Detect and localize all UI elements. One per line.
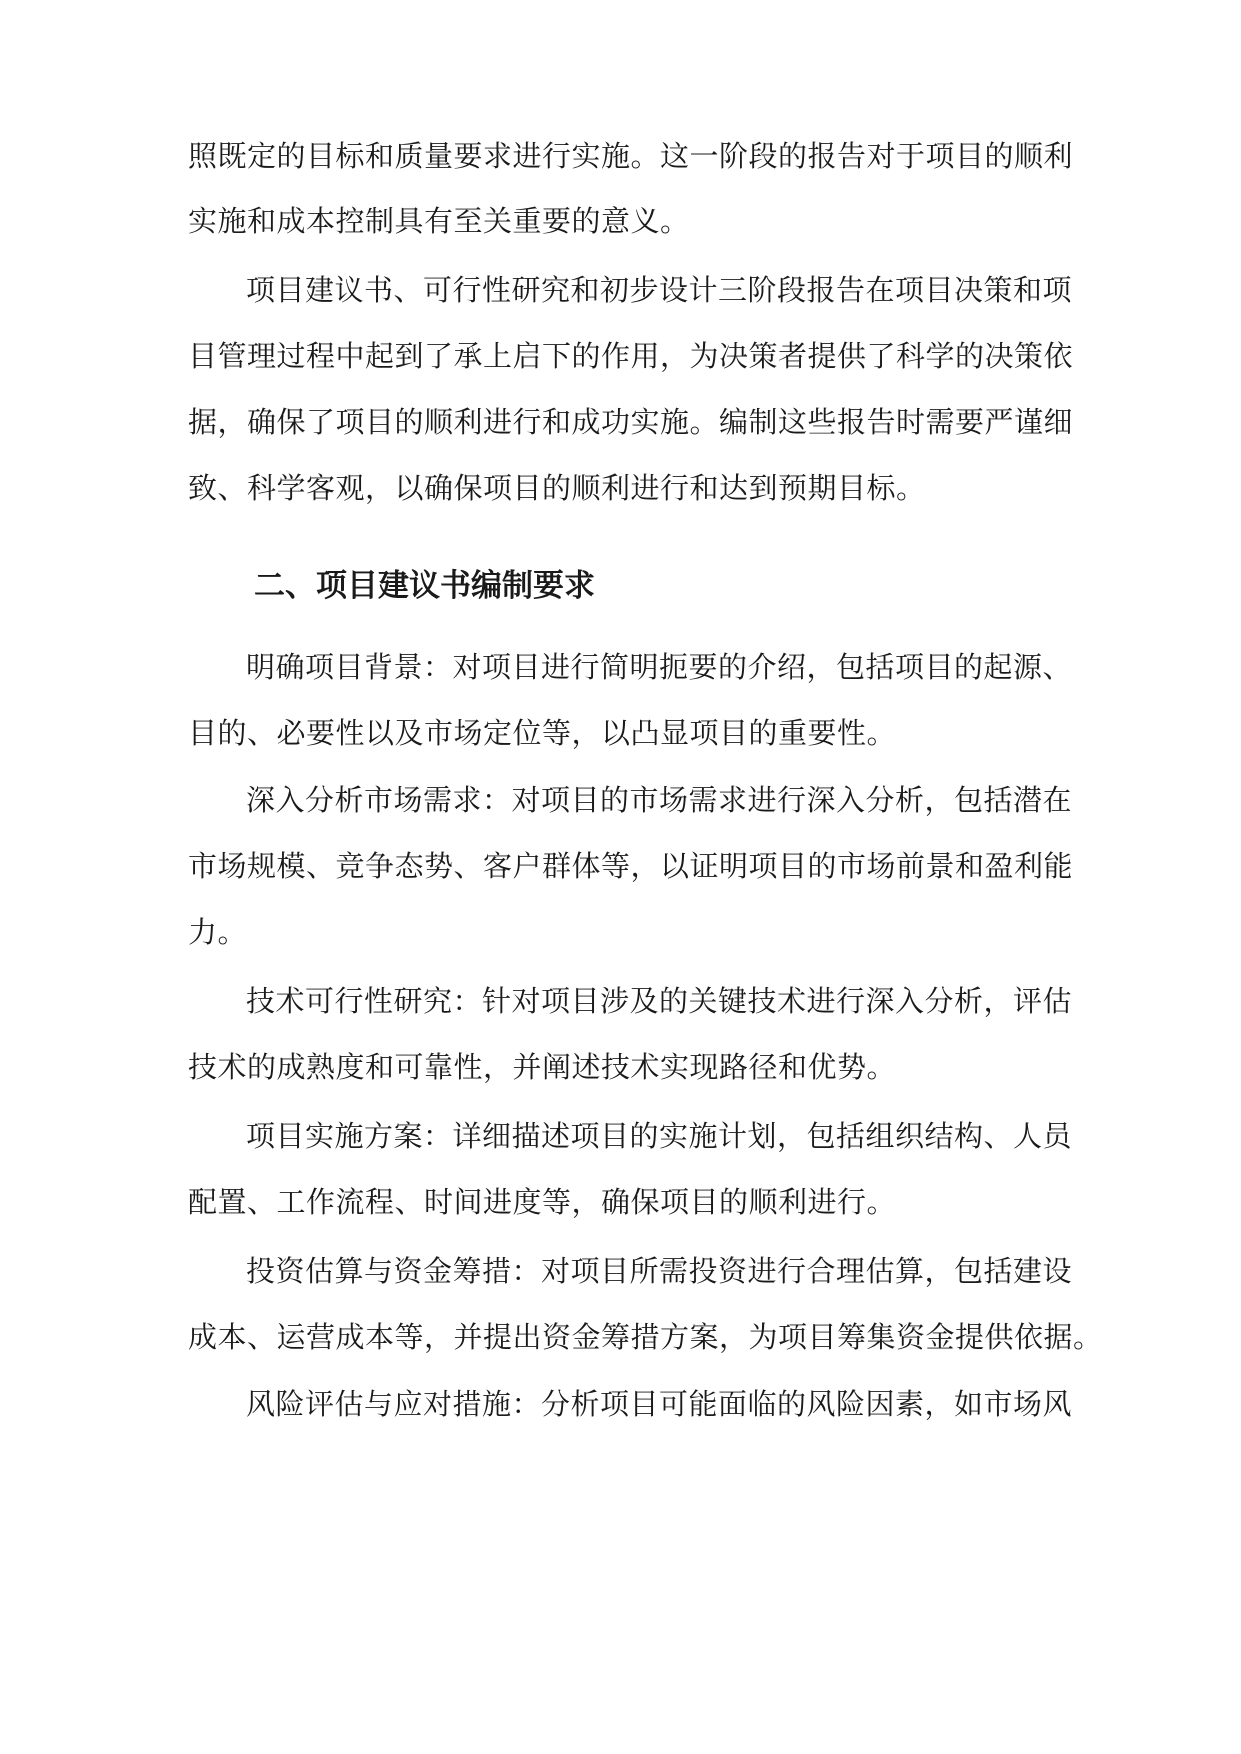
para6-line-2: 配置、工作流程、时间进度等，确保项目的顺利进行。 <box>188 1185 897 1219</box>
para7-line-1: 投资估算与资金筹措：对项目所需投资进行合理估算，包括建设 <box>246 1254 1073 1288</box>
section-heading: 二、项目建议书编制要求 <box>254 568 595 604</box>
para2-line-2: 目管理过程中起到了承上启下的作用，为决策者提供了科学的决策依 <box>188 339 1074 373</box>
para2-line-4: 致、科学客观，以确保项目的顺利进行和达到预期目标。 <box>188 471 926 505</box>
para1-line-1: 照既定的目标和质量要求进行实施。这一阶段的报告对于项目的顺利 <box>188 139 1074 173</box>
para1-line-2: 实施和成本控制具有至关重要的意义。 <box>188 204 690 238</box>
para3-line-2: 目的、必要性以及市场定位等，以凸显项目的重要性。 <box>188 716 897 750</box>
para4-line-1: 深入分析市场需求：对项目的市场需求进行深入分析，包括潜在 <box>246 783 1073 817</box>
para7-line-2: 成本、运营成本等，并提出资金筹措方案，为项目筹集资金提供依据。 <box>188 1320 1103 1354</box>
para6-line-1: 项目实施方案：详细描述项目的实施计划，包括组织结构、人员 <box>246 1119 1073 1153</box>
para2-line-1: 项目建议书、可行性研究和初步设计三阶段报告在项目决策和项 <box>246 273 1073 307</box>
para5-line-2: 技术的成熟度和可靠性，并阐述技术实现路径和优势。 <box>188 1050 897 1084</box>
para3-line-1: 明确项目背景：对项目进行简明扼要的介绍，包括项目的起源、 <box>246 650 1073 684</box>
para5-line-1: 技术可行性研究：针对项目涉及的关键技术进行深入分析，评估 <box>246 984 1073 1018</box>
para4-line-3: 力。 <box>188 915 248 949</box>
para8-line-1: 风险评估与应对措施：分析项目可能面临的风险因素，如市场风 <box>246 1387 1073 1421</box>
para4-line-2: 市场规模、竞争态势、客户群体等，以证明项目的市场前景和盈利能 <box>188 849 1074 883</box>
para2-line-3: 据，确保了项目的顺利进行和成功实施。编制这些报告时需要严谨细 <box>188 405 1074 439</box>
